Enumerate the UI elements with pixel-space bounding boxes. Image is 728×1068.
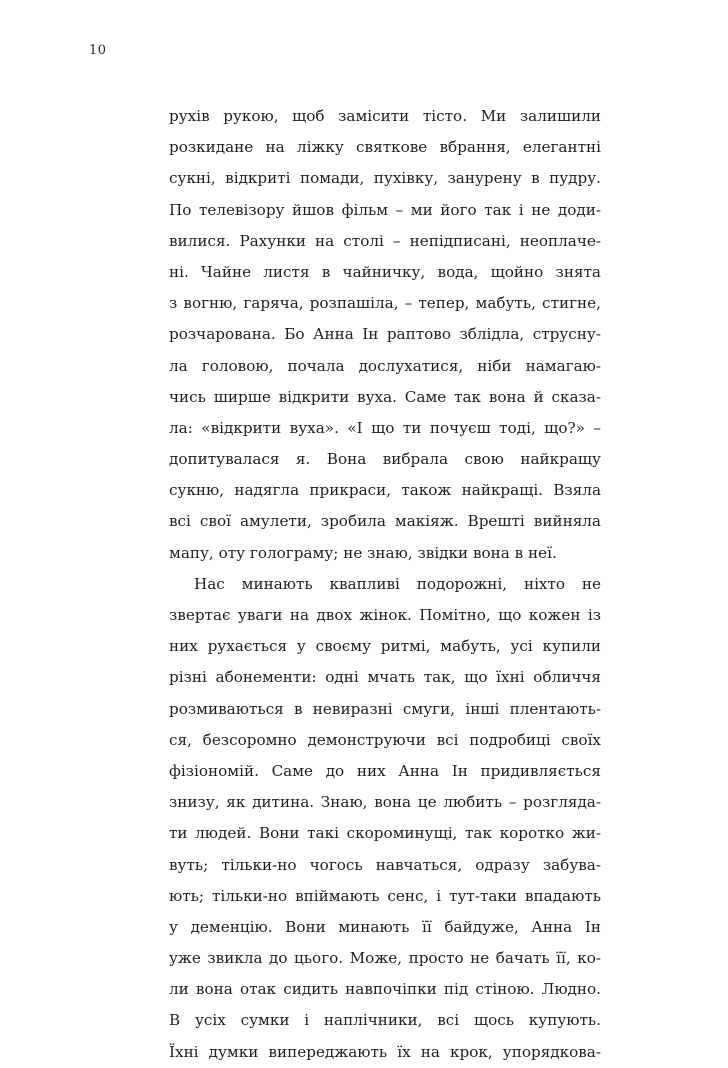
text-line: ся, безсоромно демонструючи всі подробиці своїх xyxy=(169,730,601,749)
page-number: 10 xyxy=(89,43,107,58)
text-line: ні. Чайне листя в чайничку, вода, щойно знята xyxy=(169,262,601,281)
text-line: ють; тільки-но впіймають сенс, і тут-таки впадають xyxy=(169,886,601,905)
text-line: розчарована. Бо Анна Ін раптово зблідла, струсну- xyxy=(169,325,601,344)
text-line: чись ширше відкрити вуха. Саме так вона й сказа- xyxy=(169,387,601,406)
text-line: вуть; тільки-но чогось навчаться, одразу забува- xyxy=(169,855,601,874)
text-line: рухів рукою, щоб замісити тісто. Ми залишили xyxy=(169,107,601,125)
text-line: них рухається у своєму ритмі, мабуть, усі купили xyxy=(169,637,601,656)
text-line: вилися. Рахунки на столі – непідписані, неоплаче- xyxy=(169,231,601,250)
text-line: звертає уваги на двох жінок. Помітно, що кожен із xyxy=(169,606,601,624)
text-line: сукню, надягла прикраси, також найкращі. Взяла xyxy=(169,481,601,500)
text-line: фізіономій. Саме до них Анна Ін придивляється xyxy=(169,761,601,780)
text-line: ла: «відкрити вуха». «І що ти почуєш тоді, що?» – xyxy=(169,418,601,437)
paragraph-first-line: Нас минають квапливі подорожні, ніхто не xyxy=(194,574,601,593)
text-line: допитувалася я. Вона вибрала свою найкращу xyxy=(169,450,601,469)
text-line: По телевізору йшов фільм – ми його так і не доди- xyxy=(169,200,601,219)
paragraph-last-line: мапу, оту голограму; не знаю, звідки вона в неї. xyxy=(169,543,557,562)
text-line: знизу, як дитина. Знаю, вона це любить – розгляда- xyxy=(169,793,601,812)
text-line: ла головою, почала дослухатися, ніби намагаю- xyxy=(169,356,601,375)
text-line: сукні, відкриті помади, пухівку, занурену в пудру. xyxy=(169,169,601,188)
text-line: у деменцію. Вони минають її байдуже, Анна Ін xyxy=(169,917,601,936)
text-line: ти людей. Вони такі скороминущі, так коротко жи- xyxy=(169,824,601,843)
text-line: Їхні думки випереджають їх на крок, упорядкова- xyxy=(169,1042,601,1061)
text-line: розкидане на ліжку святкове вбрання, елегантні xyxy=(169,138,601,157)
text-line: з вогню, гаряча, розпашіла, – тепер, мабуть, стигне, xyxy=(169,294,601,313)
body-text xyxy=(169,101,601,1068)
text-line: різні абонементи: одні мчать так, що їхні обличчя xyxy=(169,668,601,687)
text-line: всі свої амулети, зробила макіяж. Врешті вийняла xyxy=(169,512,601,531)
text-line: розмиваються в невиразні смуги, інші плентають- xyxy=(169,699,601,718)
text-line: ли вона отак сидить навпочіпки під стіною. Людно. xyxy=(169,980,601,999)
text-line: В усіх сумки і наплічники, всі щось купують. xyxy=(169,1011,601,1030)
text-line: уже звикла до цього. Може, просто не бачать її, ко- xyxy=(169,949,601,968)
